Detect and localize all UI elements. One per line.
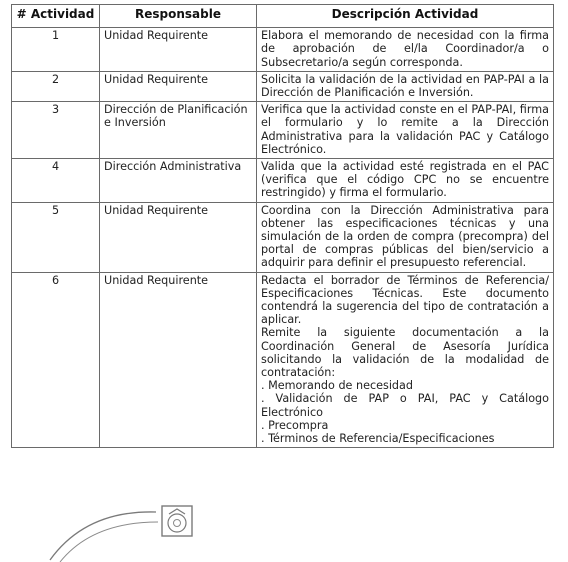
table-header-row bbox=[12, 5, 554, 28]
header-description: Descripción Actividad bbox=[257, 5, 554, 28]
description-paragraph: Valida que la actividad esté registrada en el PAC (verifica que el código CPC no se encuentre restringido) y firma el formulario. bbox=[261, 160, 549, 200]
activities-table bbox=[11, 4, 554, 448]
activity-number: 3 bbox=[12, 102, 100, 159]
description-paragraph: Coordina con la Dirección Administrativa para obtener las especificaciones técnicas y una simulación de la orden de compra (precompra) del portal de compras públicas del bien/servicio a adquirir para definir el presupuesto referencial. bbox=[261, 203, 549, 270]
description-paragraph: Remite la siguiente documentación a la Coordinación General de Asesoría Jurídica solicitando la validación de la modalidad de contratación: bbox=[261, 326, 549, 380]
activity-responsible: Unidad Requirente bbox=[100, 28, 257, 72]
activity-number: 6 bbox=[12, 272, 100, 448]
table-row bbox=[12, 272, 554, 448]
activity-number: 1 bbox=[12, 28, 100, 72]
table-row bbox=[12, 202, 554, 272]
description-paragraph: Elabora el memorando de necesidad con la firma de aprobación de el/la Coordinador/a o Subsecretario/a según corresponda. bbox=[261, 29, 549, 69]
activity-description bbox=[257, 71, 554, 101]
activity-number: 4 bbox=[12, 159, 100, 203]
activity-number: 2 bbox=[12, 71, 100, 101]
activity-description bbox=[257, 28, 554, 72]
activity-description bbox=[257, 272, 554, 448]
table-row bbox=[12, 71, 554, 101]
list-item: . Validación de PAP o PAI, PAC y Catálogo Electrónico bbox=[261, 392, 549, 419]
description-paragraph: Solicita la validación de la actividad en PAP-PAI a la Dirección de Planificación e Inversión. bbox=[261, 72, 549, 100]
activity-responsible: Dirección Administrativa bbox=[100, 159, 257, 203]
description-paragraph: Verifica que la actividad conste en el PAP-PAI, firma el formulario y lo remite a la Dirección Administrativa para la validación PAC y Catálogo Electrónico. bbox=[261, 103, 549, 156]
list-item: . Términos de Referencia/Especificaciones bbox=[261, 432, 495, 446]
header-activity-number: # Actividad bbox=[12, 5, 100, 28]
activity-description bbox=[257, 159, 554, 203]
activity-number: 5 bbox=[12, 202, 100, 272]
table-row bbox=[12, 28, 554, 72]
activity-responsible: Unidad Requirente bbox=[100, 272, 257, 448]
document-list bbox=[261, 379, 549, 445]
list-item: . Memorando de necesidad bbox=[261, 379, 413, 393]
seal-stamp-icon bbox=[46, 482, 196, 562]
table-row bbox=[12, 159, 554, 203]
activity-responsible: Unidad Requirente bbox=[100, 202, 257, 272]
activity-description bbox=[257, 202, 554, 272]
header-responsible: Responsable bbox=[100, 5, 257, 28]
list-item: . Precompra bbox=[261, 418, 329, 432]
activity-responsible: Dirección de Planificación e Inversión bbox=[100, 102, 257, 159]
activity-responsible: Unidad Requirente bbox=[100, 71, 257, 101]
table-row bbox=[12, 102, 554, 159]
activity-description bbox=[257, 102, 554, 159]
description-paragraph: Redacta el borrador de Términos de Referencia/ Especificaciones Técnicas. Este documento contendrá la sugerencia del tipo de contratación a aplicar. bbox=[261, 273, 549, 327]
